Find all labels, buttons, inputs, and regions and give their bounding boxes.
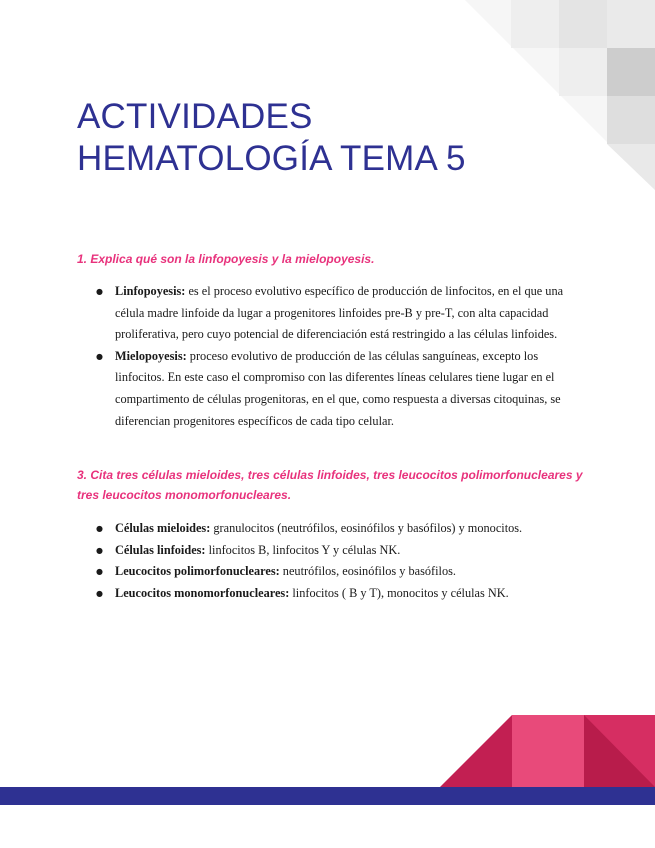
document-title [77, 96, 466, 180]
title-line-2: HEMATOLOGÍA TEMA 5 [77, 139, 466, 178]
pattern-square [511, 0, 559, 48]
pattern-square [559, 48, 607, 96]
pattern-square [559, 0, 607, 48]
pattern-triangle [440, 715, 512, 787]
question-1: 1. Explica qué son la linfopoyesis y la mielopoyesis. [77, 252, 375, 266]
question-3: 3. Cita tres células mieloides, tres células linfoides, tres leucocitos polimorfonucleares y tres leucocitos monomorfonucleares. [77, 468, 583, 502]
answer-term: Leucocitos monomorfonucleares: [115, 585, 290, 600]
answer-text: granulocitos (neutrófilos, eosinófilos y basófilos) y monocitos. [210, 521, 523, 535]
answer-text: neutrófilos, eosinófilos y basófilos. [279, 564, 456, 579]
list-item [115, 518, 577, 540]
pattern-triangle [607, 144, 655, 190]
answer-text: es el proceso evolutivo específico de producción de linfocitos, en el que una célula madre linfoide da lugar a progenitores linfoides pre-B y pre-T, con alta capacidad proliferativa, pero cuyo potencial de diferenciación está restringido a las células linfoides. [115, 284, 564, 342]
list-item [115, 540, 577, 562]
list-item [115, 281, 577, 346]
list-item [115, 346, 577, 432]
pattern-square [607, 0, 655, 48]
answer-text: proceso evolutivo de producción de las células sanguíneas, excepto los linfocitos. En este caso el compromiso con las diferentes líneas celulares tiene lugar en el compartimento de células progenitoras, en el que, como respuesta a diversas citoquinas, se diferencian progenitores específicos de cada tipo celular. [115, 348, 561, 428]
corner-pattern-bottom-right [440, 715, 655, 787]
list-item [115, 561, 577, 583]
footer-bar [0, 787, 655, 805]
pattern-square [607, 96, 655, 144]
answer-text: linfocitos B, linfocitos Y y células NK. [205, 542, 401, 557]
answer-text: linfocitos ( B y T), monocitos y células NK. [289, 585, 509, 600]
list-item [115, 583, 577, 605]
answer-term: Leucocitos polimorfonucleares: [115, 564, 280, 579]
corner-pattern-top-right [455, 0, 655, 195]
answer-term: Linfopoyesis: [115, 284, 186, 298]
answer-list-1 [115, 281, 577, 432]
title-line-1: ACTIVIDADES [77, 97, 313, 136]
pattern-square [607, 48, 655, 96]
answer-term: Células linfoides: [115, 542, 206, 557]
answer-term: Mielopoyesis: [115, 348, 187, 363]
pattern-square [512, 715, 584, 787]
answer-term: Células mieloides: [115, 521, 211, 535]
answer-list-3 [115, 518, 577, 604]
